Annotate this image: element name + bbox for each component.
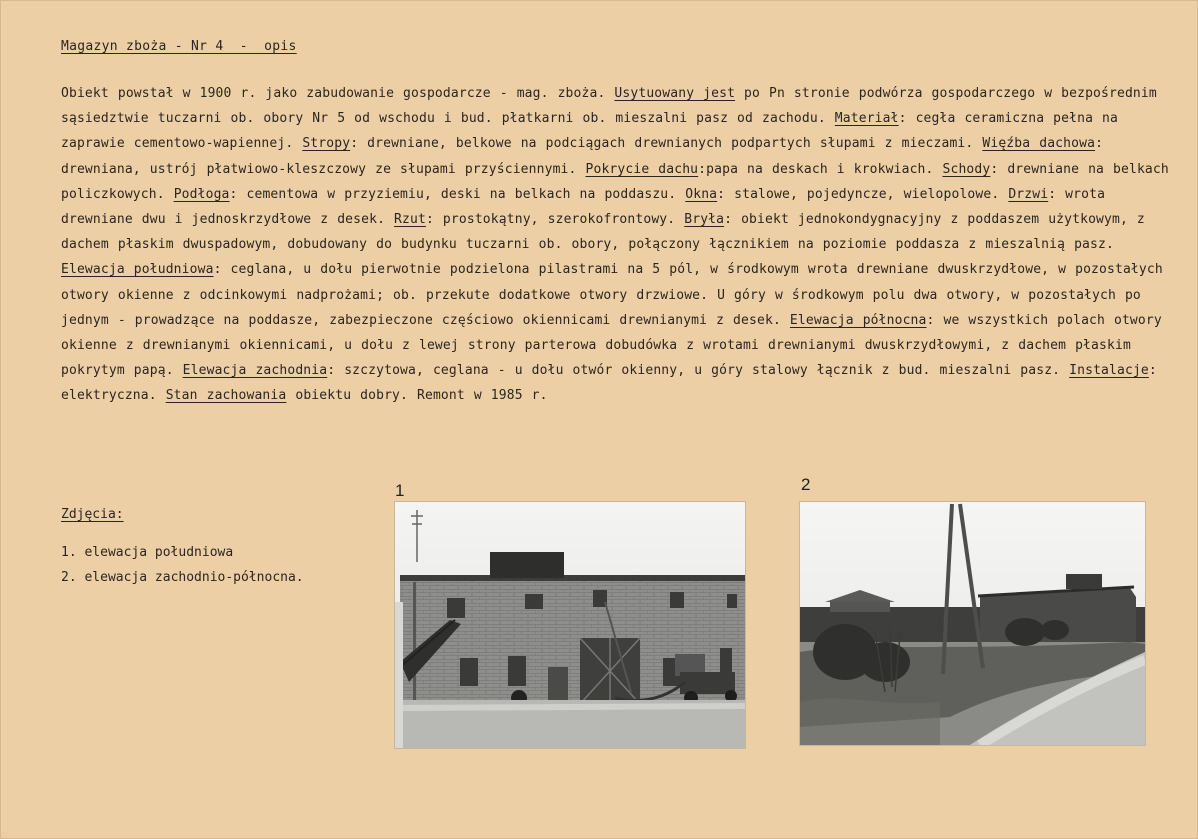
- description-segment: : obiekt jednokondygnacyjny z poddaszem użytkowym, z dachem płaskim dwuspadowym, dobudowany do budynku tuczarni ob. obory, połączony łącznikiem na poziomie poddasza z mieszalnią pasz.: [61, 212, 1145, 253]
- description-keyword: Materiał: [834, 111, 899, 127]
- description-keyword: Podłoga: [173, 186, 230, 202]
- description-segment: :papa na deskach i krokwiach.: [698, 161, 943, 177]
- description-segment: : cegła ceramiczna pełna na zaprawie cementowo-wapiennej.: [61, 111, 1118, 152]
- description-segment: : szczytowa, ceglana - u dołu otwór okienny, u góry stalowy łącznik z bud. mieszalni pasz.: [327, 363, 1070, 379]
- description-segment: : wrota drewniane dwu i jednoskrzydłowe z desek.: [61, 186, 1106, 228]
- photo-south-elevation: [394, 501, 746, 749]
- description-keyword: Bryła: [684, 212, 725, 228]
- description-keyword: Okna: [685, 186, 718, 202]
- description-segment: : drewniane, belkowe na podciągach drewnianych podpartych słupami z mieczami.: [350, 136, 983, 152]
- description-keyword: Usytuowany jest: [614, 86, 736, 101]
- photo-image: [800, 502, 1145, 745]
- description-segment: : prostokątny, szerokofrontowy.: [425, 212, 685, 228]
- description-keyword: Rzut: [394, 212, 426, 228]
- description-keyword: Schody: [942, 161, 991, 177]
- description-segment: : we wszystkich polach otwory okienne z drewnianymi okiennicami, u dołu z lewej strony parterowa dobudówka z wrotami drewnianymi dwuskrzydłowymi, z dachem płaskim pokrytym papą.: [61, 312, 1162, 379]
- description-keyword: Drzwi: [1008, 186, 1049, 202]
- description-keyword: Stropy: [302, 136, 351, 152]
- description-segment: obiektu dobry. Remont w 1985 r.: [286, 388, 548, 404]
- page-title: Magazyn zboża - Nr 4 - opis: [61, 39, 297, 54]
- description-keyword: Elewacja zachodnia: [182, 363, 328, 379]
- photo-number: 1: [395, 481, 405, 500]
- description-segment: : cementowa w przyziemiu, deski na belkach na poddaszu.: [229, 186, 686, 202]
- photo-west-north-elevation: [799, 501, 1146, 746]
- description-keyword: Więźba dachowa: [982, 136, 1096, 152]
- description-keyword: Elewacja południowa: [61, 262, 214, 278]
- description-segment: : drewniana, ustrój płatwiowo-kleszczowy ze słupami przyściennymi.: [61, 136, 1104, 177]
- photo-image: [395, 502, 745, 748]
- photo-number: 2: [801, 475, 811, 494]
- description-keyword: Elewacja północna: [789, 312, 927, 328]
- photo-caption: 1. elewacja południowa: [61, 545, 234, 560]
- description-segment: : elektryczna.: [61, 363, 1157, 404]
- description-keyword: Pokrycie dachu: [585, 161, 699, 177]
- description-segment: : drewniane na belkach policzkowych.: [61, 161, 1169, 202]
- description-segment: Obiekt powstał w 1900 r. jako zabudowanie gospodarcze - mag. zboża.: [61, 86, 615, 101]
- photo-caption-list: [61, 540, 304, 590]
- description-segment: : ceglana, u dołu pierwotnie podzielona pilastrami na 5 pól, w środkowym wrota drewniane dwuskrzydłowe, w pozostałych otwory okienne z odcinkowymi nadprożami; ob. przekute dodatkowe otwory drzwiowe. U góry w środkowym polu dwa otwory, w pozostałych po jednym - prowadzące na poddasze, zabezpieczone częściowo okiennicami drewnianymi z desek.: [61, 262, 1163, 328]
- photos-heading: Zdjęcia:: [61, 507, 124, 522]
- description-segment: po Pn stronie podwórza gospodarczego w bezpośrednim sąsiedztwie tuczarni ob. obory Nr 5 od wschodu i bud. płatkarni ob. mieszalni pasz od zachodu.: [61, 86, 1157, 127]
- description-keyword: Instalacje: [1069, 363, 1149, 379]
- description-keyword: Stan zachowania: [165, 388, 287, 404]
- photo-caption: 2. elewacja zachodnio-północna.: [61, 570, 304, 585]
- description-segment: : stalowe, pojedyncze, wielopolowe.: [717, 186, 1009, 202]
- description-text: [61, 81, 1181, 409]
